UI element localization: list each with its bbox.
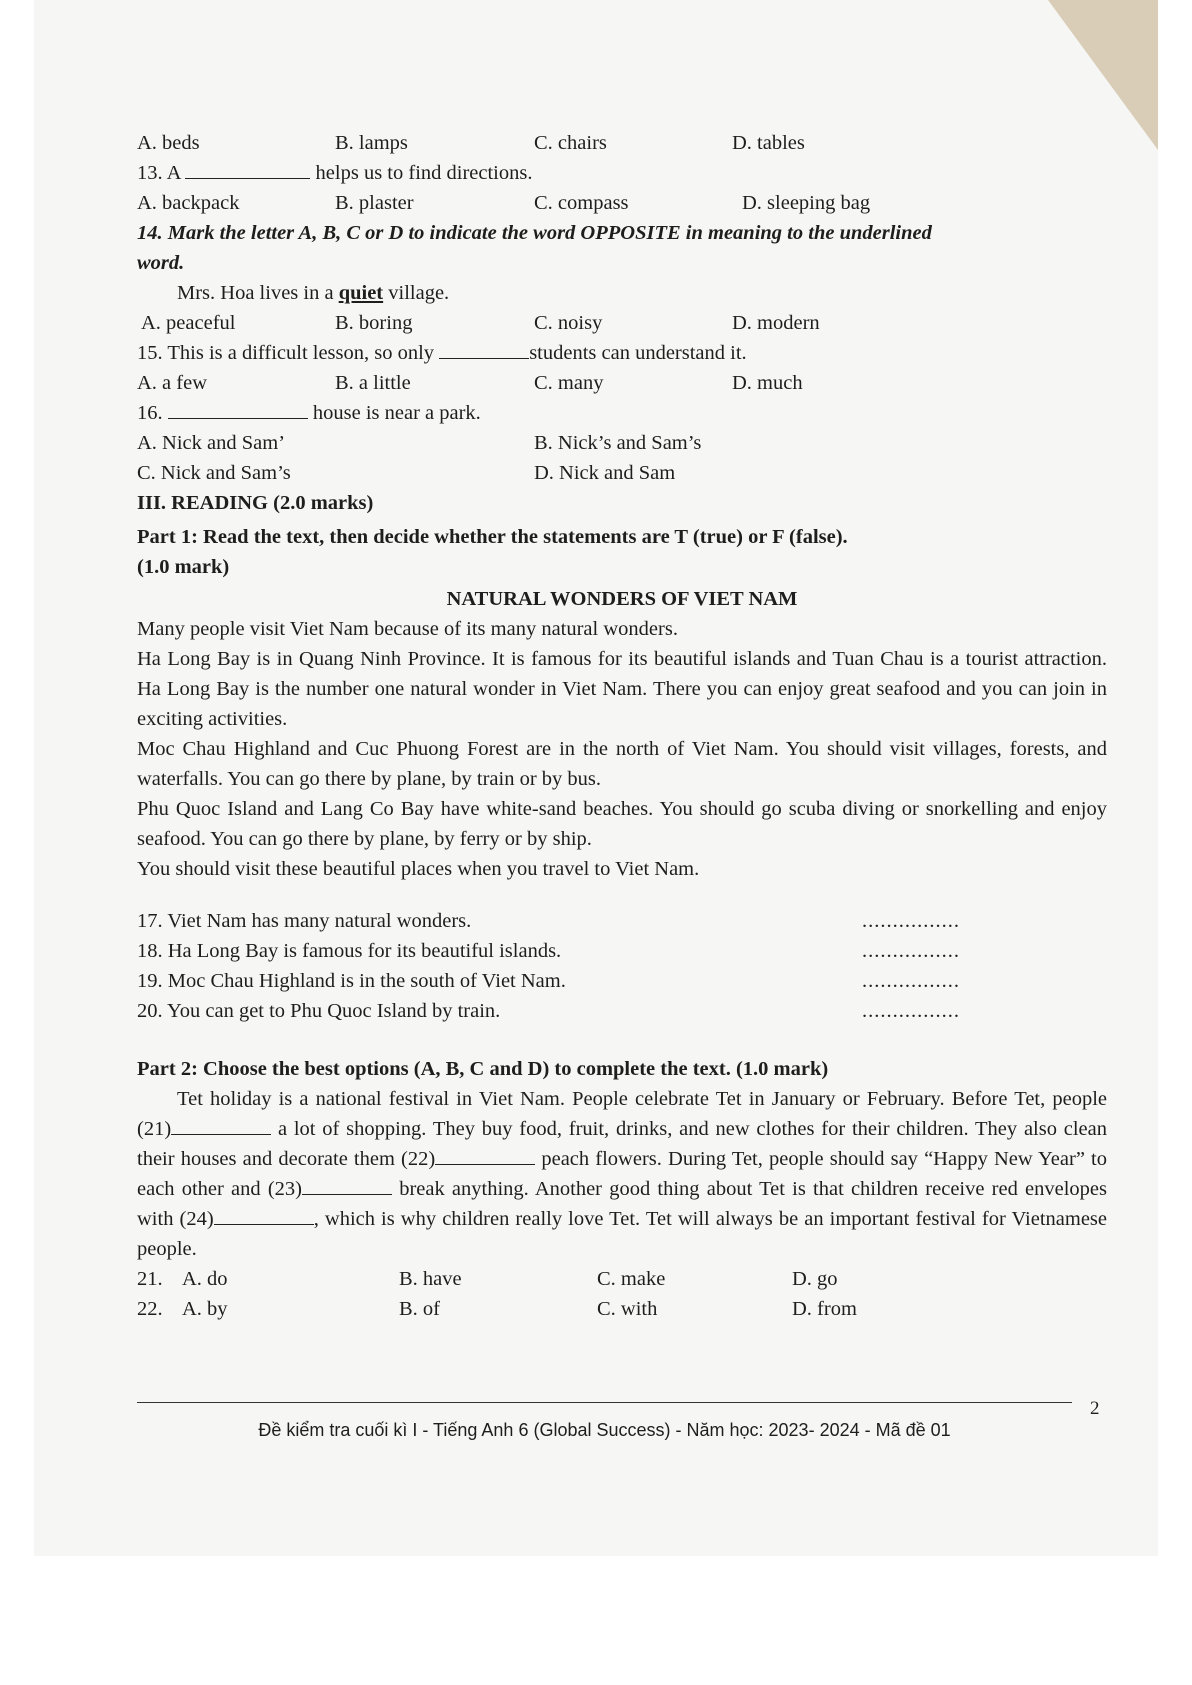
part1-heading-marks: (1.0 mark): [137, 556, 230, 578]
q16-option-c: C. Nick and Sam’s: [137, 462, 291, 484]
q12-option-a: A. beds: [137, 132, 200, 154]
q15-options: [137, 368, 1107, 398]
q12-options: [137, 128, 1107, 158]
statement-18: [137, 936, 1107, 966]
blank-22: [435, 1146, 535, 1165]
q21-options: [137, 1264, 1107, 1294]
q22-options: [137, 1294, 1107, 1324]
passage-paragraph-1: Many people visit Viet Nam because of its many natural wonders.: [137, 618, 678, 640]
q22-number: 22.: [137, 1298, 163, 1320]
q14-option-a: A. peaceful: [141, 312, 236, 334]
q14-option-b: B. boring: [335, 312, 413, 334]
part2-passage-text: break anything. Another good thing about Tet is that children receive red envelopes with (24): [137, 1178, 1108, 1230]
statement-text: 19. Moc Chau Highland is in the south of Viet Nam.: [137, 970, 566, 992]
blank-21: [171, 1116, 271, 1135]
q22-option-d: D. from: [792, 1298, 857, 1320]
q13-suffix: helps us to find directions.: [310, 162, 533, 184]
q13-blank: [185, 160, 310, 179]
q22-option-a: A. by: [182, 1298, 228, 1320]
footer-divider: [137, 1402, 1072, 1403]
part2-heading: Part 2: Choose the best options (A, B, C and D) to complete the text. (1.0 mark): [137, 1058, 829, 1080]
q14-option-d: D. modern: [732, 312, 820, 334]
q15-option-d: D. much: [732, 372, 803, 394]
blank-23: [302, 1176, 392, 1195]
q16-question: [137, 398, 1107, 428]
q21-option-a: A. do: [182, 1268, 228, 1290]
answer-blank[interactable]: ................: [862, 1000, 960, 1022]
q12-option-d: D. tables: [732, 132, 805, 154]
q13-option-b: B. plaster: [335, 192, 414, 214]
part2-passage-text: , which is why children really love Tet. Tet will always be an important festival for Vietnamese people.: [137, 1208, 1108, 1260]
statement-text: 17. Viet Nam has many natural wonders.: [137, 910, 472, 932]
q14-options: [137, 308, 1107, 338]
passage-paragraph-3: Moc Chau Highland and Cuc Phuong Forest are in the north of Viet Nam. You should visit villages, forests, and waterfalls. You can go there by plane, by train or by bus.: [137, 738, 1107, 790]
q15-option-c: C. many: [534, 372, 604, 394]
q12-option-c: C. chairs: [534, 132, 607, 154]
q21-option-c: C. make: [597, 1268, 666, 1290]
q21-option-b: B. have: [399, 1268, 462, 1290]
part1-heading: Part 1: Read the text, then decide whether the statements are T (true) or F (false).: [137, 526, 848, 548]
part2-passage-text: Tet holiday is a national festival in Viet Nam. People celebrate Tet in January or February. Before Tet, people (21): [137, 1088, 1107, 1140]
q15-blank: [439, 340, 529, 359]
passage-paragraph-4: Phu Quoc Island and Lang Co Bay have white-sand beaches. You should go scuba diving or snorkelling and enjoy seafood. You can go there by plane, by ferry or by ship.: [137, 798, 1107, 850]
part2-passage: [137, 1084, 1107, 1264]
q16-prefix: 16.: [137, 402, 168, 424]
q14-instruction: 14. Mark the letter A, B, C or D to indicate the word OPPOSITE in meaning to the underlined: [137, 222, 932, 244]
q21-number: 21.: [137, 1268, 163, 1290]
q22-option-b: B. of: [399, 1298, 440, 1320]
q13-question: [137, 158, 1107, 188]
statement-20: [137, 996, 1107, 1026]
q14-sentence-after: village.: [383, 282, 450, 304]
q14-sentence: [137, 278, 1107, 308]
q14-sentence-before: Mrs. Hoa lives in a: [177, 282, 339, 304]
statement-text: 20. You can get to Phu Quoc Island by train.: [137, 1000, 501, 1022]
part2-passage-text: peach flowers. During Tet, people should say “Happy New Year” to each other and (23): [137, 1148, 1107, 1200]
statement-text: 18. Ha Long Bay is famous for its beautiful islands.: [137, 940, 562, 962]
q14-option-c: C. noisy: [534, 312, 603, 334]
part2-passage-text: a lot of shopping. They buy food, fruit, drinks, and new clothes for their children. They also clean their houses and decorate them (22): [137, 1118, 1107, 1170]
statement-17: [137, 906, 1107, 936]
q16-option-b: B. Nick’s and Sam’s: [534, 432, 702, 454]
q16-option-a: A. Nick and Sam’: [137, 432, 286, 454]
passage-paragraph-2: Ha Long Bay is in Quang Ninh Province. It is famous for its beautiful islands and Tuan Chau is a tourist attraction. Ha Long Bay is the number one natural wonder in Viet Nam. There you can enjoy great seafood and you can join in exciting activities.: [137, 648, 1107, 730]
answer-blank[interactable]: ................: [862, 970, 960, 992]
page-number: 2: [1090, 1398, 1100, 1419]
q15-prefix: 15. This is a difficult lesson, so only: [137, 342, 440, 364]
q22-option-c: C. with: [597, 1298, 658, 1320]
q14-instruction-cont: word.: [137, 252, 185, 274]
passage-title: NATURAL WONDERS OF VIET NAM: [446, 588, 798, 610]
blank-24: [214, 1206, 314, 1225]
q13-options: [137, 188, 1107, 218]
answer-blank[interactable]: ................: [862, 910, 960, 932]
footer-text: Đề kiểm tra cuối kì I - Tiếng Anh 6 (Global Success) - Năm học: 2023- 2024 - Mã đề 01: [258, 1420, 951, 1440]
q15-option-b: B. a little: [335, 372, 411, 394]
exam-content: [137, 128, 1107, 1324]
q13-option-a: A. backpack: [137, 192, 240, 214]
q14-underlined-word: quiet: [338, 282, 384, 304]
q15-option-a: A. a few: [137, 372, 208, 394]
q12-option-b: B. lamps: [335, 132, 408, 154]
statement-19: [137, 966, 1107, 996]
answer-blank[interactable]: ................: [862, 940, 960, 962]
q16-option-d: D. Nick and Sam: [534, 462, 676, 484]
q16-options-row1: [137, 428, 1107, 458]
q13-option-d: D. sleeping bag: [742, 192, 871, 214]
q13-prefix: 13. A: [137, 162, 186, 184]
q15-suffix: students can understand it.: [529, 342, 747, 364]
q16-blank: [168, 400, 308, 419]
q21-option-d: D. go: [792, 1268, 838, 1290]
reading-heading: III. READING (2.0 marks): [137, 492, 374, 514]
q15-question: [137, 338, 1107, 368]
passage-paragraph-5: You should visit these beautiful places when you travel to Viet Nam.: [137, 858, 700, 880]
q16-suffix: house is near a park.: [307, 402, 481, 424]
q16-options-row2: [137, 458, 1107, 488]
q13-option-c: C. compass: [534, 192, 629, 214]
